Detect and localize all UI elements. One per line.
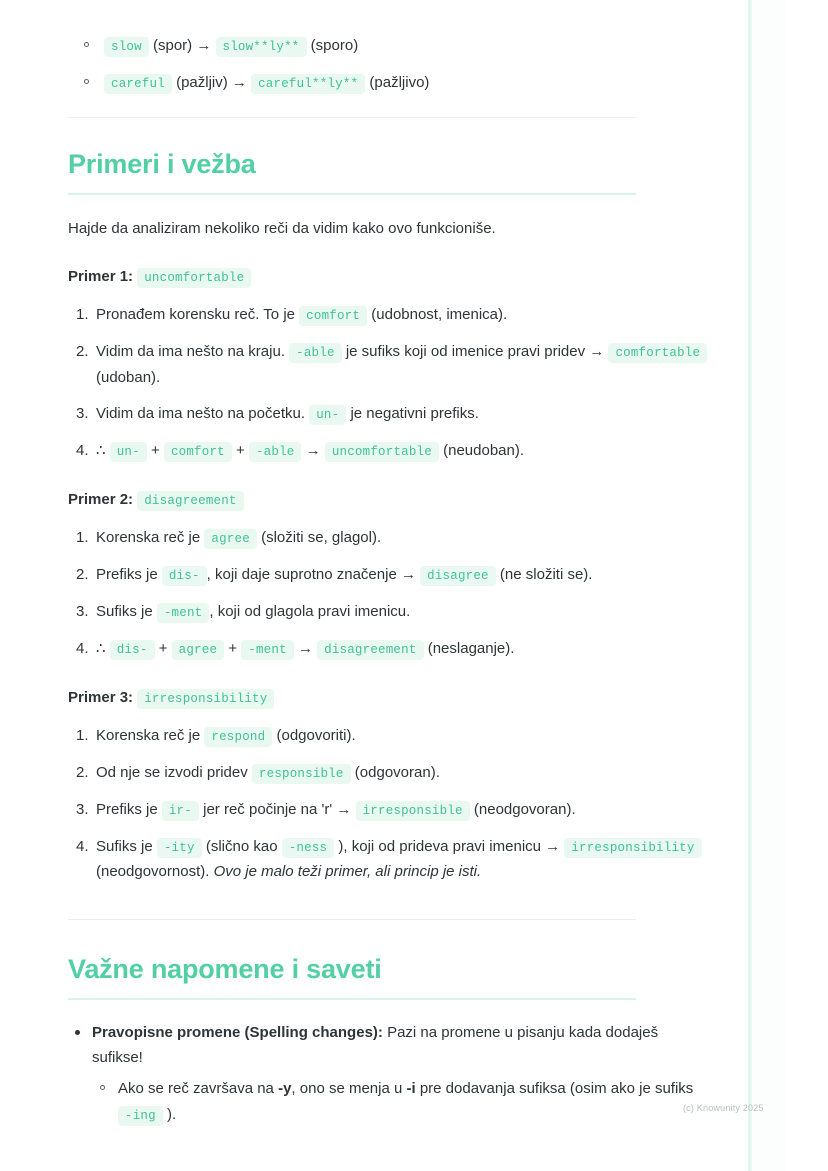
example-step: Vidim da ima nešto na kraju. -able je sufiks koji od imenice pravi pridev → comfortable (udoban).	[68, 339, 710, 391]
bold-text: -i	[406, 1079, 416, 1097]
example-step: ∴ un- + comfort + -able → uncomfortable (neudoban).	[68, 438, 710, 464]
section-primeri-i-vezba	[68, 148, 710, 885]
tip-item: Pravopisne promene (Spelling changes): Pazi na promene u pisanju kada dodaješ sufikse! Ako se reč završava na -y, ono se menja u -i pre dodavanja sufiksa (osim ako je sufiks -ing ).	[68, 1020, 710, 1128]
example-step: Sufiks je -ity (slično kao -ness ), koji od prideva pravi imenicu → irresponsibility (neodgovornost). Ovo je malo teži primer, ali princip je isti.	[68, 834, 710, 886]
code-chip: slow	[104, 37, 149, 57]
code-chip: irresponsibility	[564, 838, 701, 858]
example-step: Vidim da ima nešto na početku. un- je negativni prefiks.	[68, 401, 710, 427]
code-chip: disagree	[420, 566, 496, 586]
code-chip: -able	[249, 442, 302, 462]
example-step: Korenska reč je agree (složiti se, glagol).	[68, 525, 710, 551]
example-heading	[68, 487, 710, 513]
example-step: Korenska reč je respond (odgovoriti).	[68, 723, 710, 749]
code-chip: slow**ly**	[216, 37, 307, 57]
code-chip: uncomfortable	[325, 442, 439, 462]
code-chip: comfortable	[608, 343, 707, 363]
section-intro-paragraph: Hajde da analiziram nekoliko reči da vidim kako ovo funkcioniše.	[68, 219, 496, 237]
example-word-chip: uncomfortable	[137, 268, 251, 288]
example-label: Primer 2:	[68, 490, 134, 508]
code-chip: -ity	[157, 838, 202, 858]
example-word-chip: irresponsibility	[137, 689, 274, 709]
example-heading	[68, 685, 710, 711]
code-chip: -able	[289, 343, 342, 363]
example-step: Sufiks je -ment , koji od glagola pravi imenicu.	[68, 599, 710, 625]
code-chip: -ness	[282, 838, 335, 858]
example-label: Primer 1:	[68, 267, 134, 285]
hollow-bullet-icon	[100, 1085, 105, 1090]
code-chip: respond	[204, 727, 272, 747]
code-chip: careful	[104, 74, 172, 94]
right-edge-panel	[752, 0, 786, 1171]
bold-text: -y	[278, 1079, 292, 1097]
copyright-watermark: (c) Knowunity 2025	[683, 1103, 764, 1113]
code-chip: comfort	[299, 306, 367, 326]
tips-list	[68, 1020, 710, 1128]
examples-container	[68, 264, 710, 886]
code-chip: un-	[110, 442, 147, 462]
code-chip: -ing	[118, 1106, 163, 1126]
list-item: careful (pažljiv) → careful**ly** (pažljivo)	[68, 71, 710, 94]
section-title-napomene: Važne napomene i saveti	[68, 954, 382, 985]
section-title-rule	[68, 193, 636, 195]
example-steps-list	[68, 525, 710, 661]
adverb-examples-list	[68, 0, 710, 95]
right-accent-band	[748, 0, 752, 1171]
code-chip: dis-	[162, 566, 207, 586]
example-step: ∴ dis- + agree + -ment → disagreement (neslaganje).	[68, 636, 710, 662]
code-chip: agree	[204, 529, 257, 549]
section-title-primeri: Primeri i vežba	[68, 148, 256, 179]
code-chip: ir-	[162, 801, 199, 821]
code-chip: disagreement	[317, 640, 423, 660]
code-chip: -ment	[241, 640, 294, 660]
example-steps-list	[68, 723, 710, 885]
italic-note: Ovo je malo teži primer, ali princip je isti.	[213, 863, 482, 881]
example-step: Prefiks je ir- jer reč počinje na 'r' → irresponsible (neodgovoran).	[68, 797, 710, 823]
tip-lead-label: Pravopisne promene (Spelling changes):	[92, 1023, 383, 1041]
code-chip: responsible	[252, 764, 351, 784]
code-chip: comfort	[164, 442, 232, 462]
example-heading	[68, 264, 710, 290]
example-label: Primer 3:	[68, 688, 134, 706]
hollow-bullet-icon	[84, 42, 89, 47]
section-divider-bottom	[68, 919, 636, 920]
tip-sub-list	[92, 1076, 710, 1128]
example-word-chip: disagreement	[137, 491, 243, 511]
list-item: slow (spor) → slow**ly** (sporo)	[68, 34, 710, 57]
code-chip: irresponsible	[356, 801, 470, 821]
hollow-bullet-icon	[84, 79, 89, 84]
code-chip: agree	[172, 640, 225, 660]
example-step: Pronađem korensku reč. To je comfort (udobnost, imenica).	[68, 302, 710, 328]
code-chip: dis-	[110, 640, 155, 660]
example-step: Prefiks je dis- , koji daje suprotno značenje → disagree (ne složiti se).	[68, 562, 710, 588]
disc-bullet-icon	[75, 1030, 80, 1035]
section-title-rule-2	[68, 998, 636, 1000]
section-divider-top	[68, 117, 636, 118]
example-step: Od nje se izvodi pridev responsible (odgovoran).	[68, 760, 710, 786]
example-steps-list	[68, 302, 710, 464]
section-vazne-napomene	[68, 953, 710, 1127]
tip-sub-item: Ako se reč završava na -y, ono se menja u -i pre dodavanja sufiksa (osim ako je sufiks -ing ).	[92, 1076, 710, 1128]
code-chip: un-	[309, 405, 346, 425]
code-chip: -ment	[157, 603, 210, 623]
code-chip: careful**ly**	[251, 74, 365, 94]
